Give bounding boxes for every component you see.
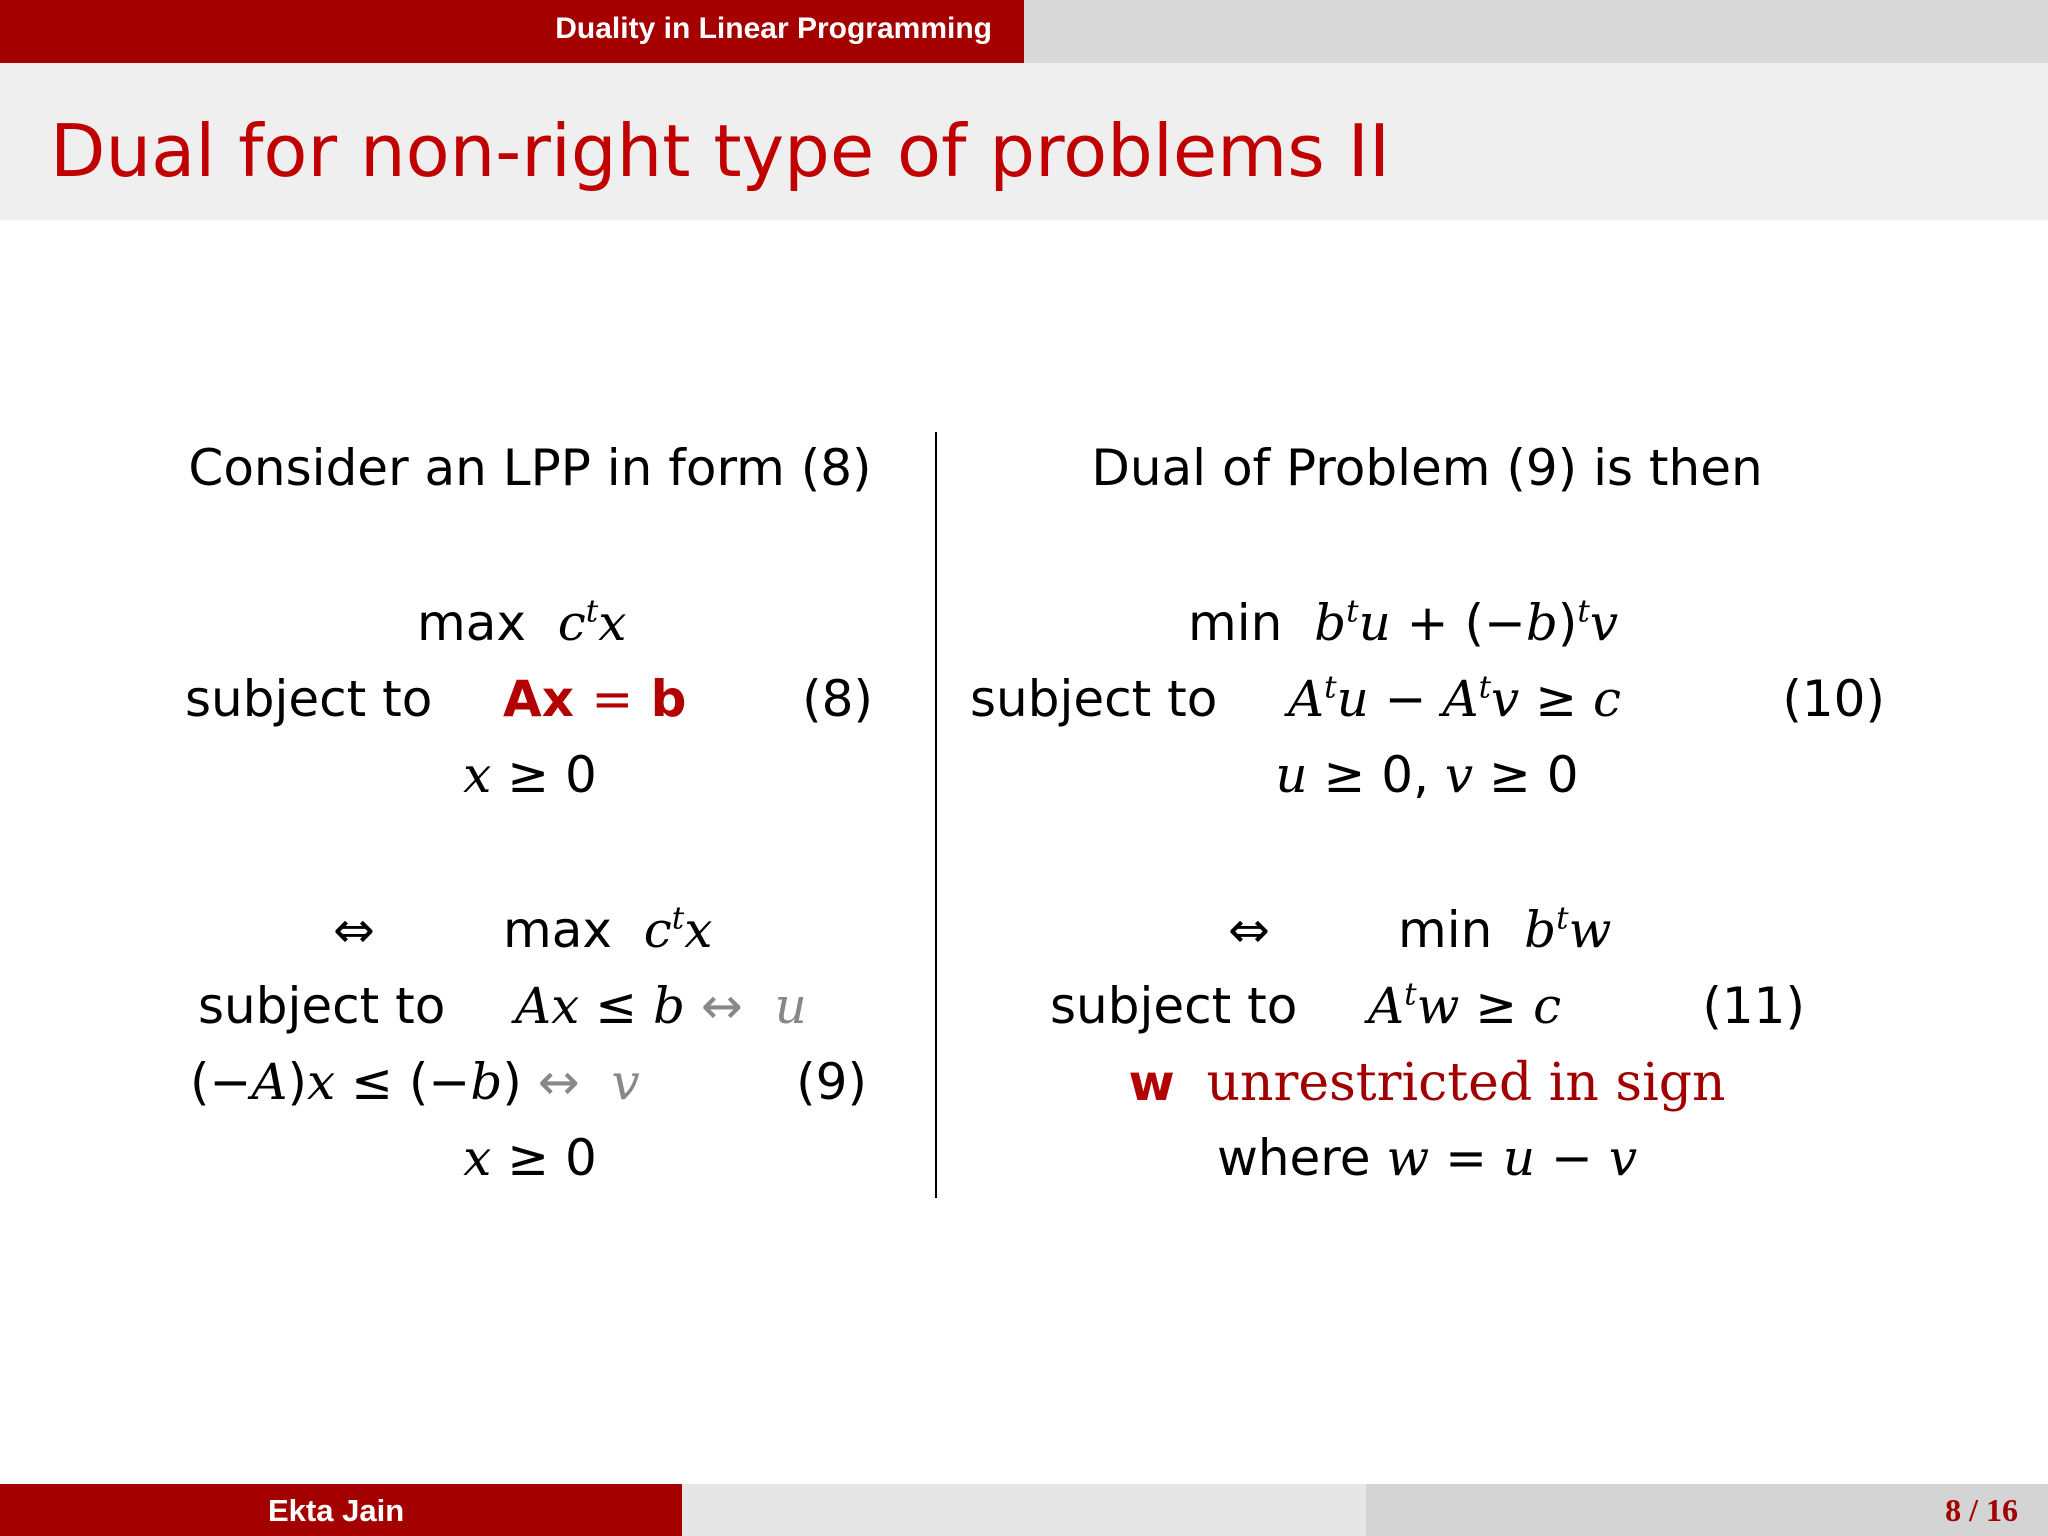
nonnegativity-constraint-2: x ≥ 0 [463,1129,597,1187]
equation-number-9: (9) [796,1053,867,1111]
unrestricted-note [1128,1053,1726,1113]
nonnegativity-constraint: x ≥ 0 [463,746,597,804]
right-objective-2: $\min b^tw$ [1398,900,1612,959]
equation-number-8: (8) [802,670,873,728]
right-heading: Dual of Problem (9) is then [1091,439,1763,497]
left-heading: Consider an LPP in form (8) [188,439,872,497]
right-constraint-keyword-1: subject to [970,670,1218,728]
footer-author-box [0,1484,682,1536]
right-constraint-keyword-2: subject to [1050,977,1298,1035]
where-keyword: where [1216,1129,1371,1187]
header-bar [0,0,2048,63]
max-keyword-2: max [503,901,612,959]
dual-constraint-1: $A^tu - A^tv \ge c$ [1288,669,1621,728]
equivalence-icon-2: ⇔ [1228,901,1270,959]
right-objective-1: $\min b^tu + (-b)^tv$ [1188,593,1619,652]
section-title: Duality in Linear Programming [555,12,992,45]
footer-bar [0,1484,2048,1536]
dual-constraint-2: $A^tw \ge c$ [1368,976,1562,1035]
left-objective-1 [417,593,627,652]
left-constraint-keyword-1: subject to [185,670,433,728]
where-clause: where w = u − v [1216,1129,1638,1187]
w-variable: w [1128,1054,1175,1112]
highlighted-constraint: Ax = b [503,670,687,728]
equation-number-11: (11) [1702,977,1805,1035]
unrestricted-text: unrestricted in sign [1206,1053,1726,1113]
max-keyword: max [417,594,526,652]
page-number: 8 / 16 [1945,1492,2018,1528]
dual-nonnegativity: u ≥ 0, v ≥ 0 [1275,746,1579,804]
min-keyword-2: min [1398,901,1493,959]
left-constraint-keyword-2: subject to [198,977,446,1035]
title-bar [0,63,2048,220]
page-title: Dual for non-right type of problems II [50,109,1391,193]
column-divider [935,432,937,1198]
min-keyword: min [1188,594,1283,652]
footer-author: Ekta Jain [268,1493,405,1528]
footer-page-box [1366,1484,2048,1536]
primal-constraint-2: (−A)x ≤ (−b) ↔ v [190,1053,640,1111]
primal-constraint-1: Ax ≤ b ↔ u [515,977,807,1035]
objective-expression: $c^tx$ [557,593,627,652]
equation-number-10: (10) [1782,670,1885,728]
equivalence-icon: ⇔ [333,901,375,959]
section-title-box [0,0,1024,63]
left-objective-2: $\max c^tx$ [503,900,713,959]
footer-middle [682,1484,1366,1536]
